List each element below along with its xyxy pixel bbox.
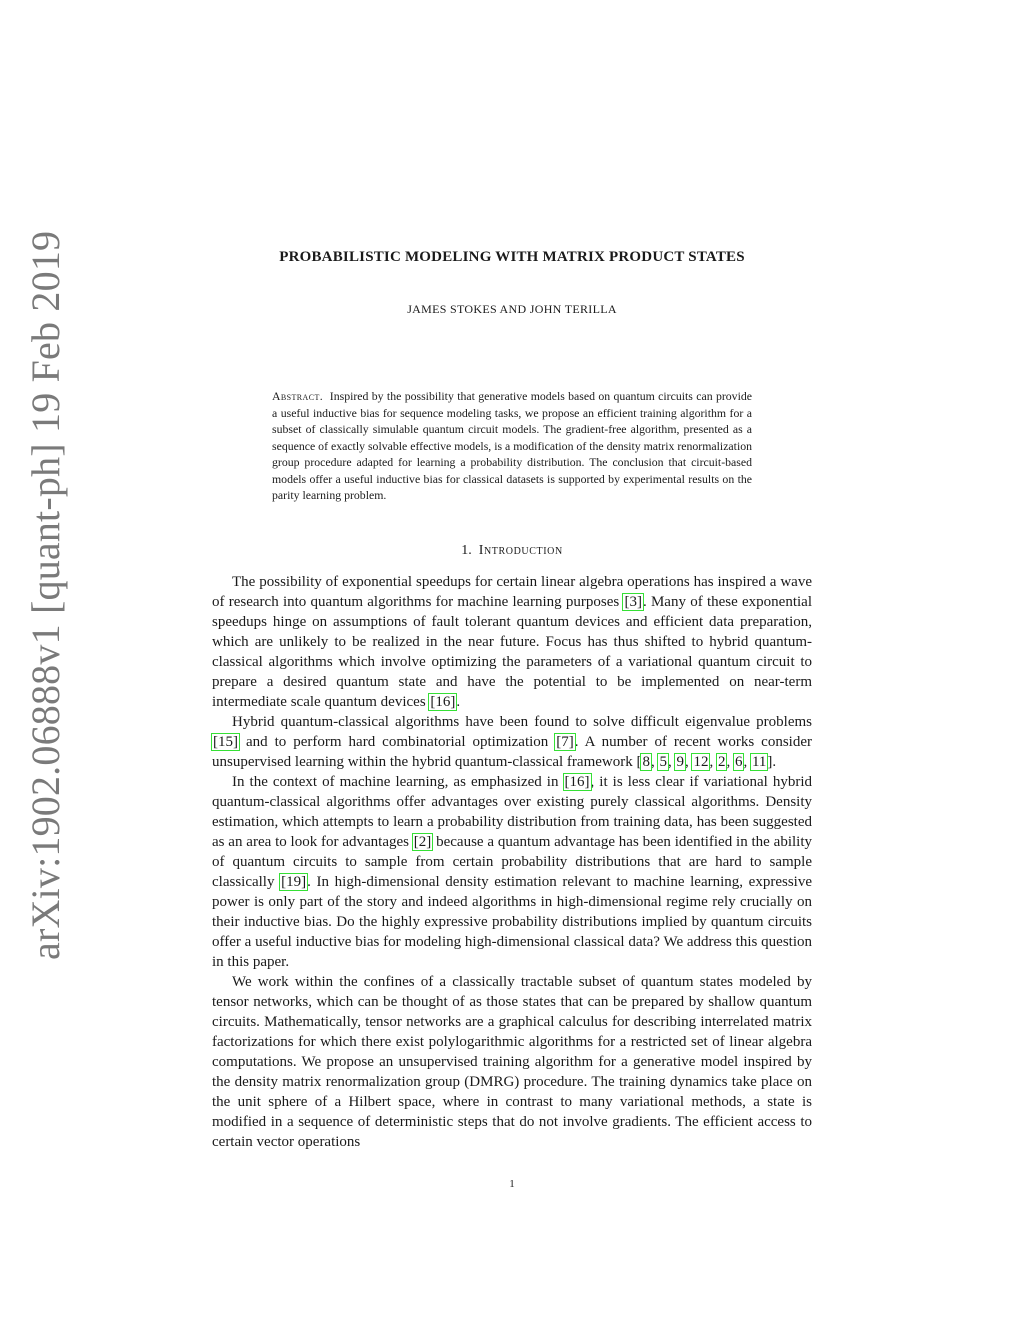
citation-separator: , <box>650 754 659 770</box>
citation-link[interactable]: [3] <box>624 594 642 610</box>
section-number: 1. <box>461 543 472 558</box>
paragraph-2 <box>212 712 812 772</box>
paragraph-4: We work within the confines of a classically tractable subset of quantum states modeled by tensor networks, which can be thought of as those states that can be prepared by shallow quantum circuits. Mathematically, tensor networks are a graphical calculus for describing interrelated matrix factorizations for which there exist polylogarithmic algorithms for a restricted set of linear algebra computations. We propose an unsupervised training algorithm for a generative model inspired by the density matrix renormalization group (DMRG) procedure. The training dynamics take place on the unit sphere of a Hilbert space, where in contrast to many variational methods, a state is modified in a sequence of deterministic steps that do not involve gradients. The efficient access to certain vector operations <box>212 974 812 1150</box>
paragraph-text: The possibility of exponential speedups for certain linear algebra operations has inspired a wave of research into quantum algorithms for machine learning purposes <box>212 574 812 610</box>
paragraph-text: In the context of machine learning, as emphasized in <box>232 774 564 790</box>
section-heading <box>212 543 812 559</box>
citation-link[interactable]: [2] <box>413 834 432 850</box>
paragraph-text: Hybrid quantum-classical algorithms have been found to solve difficult eigenvalue problems <box>232 714 812 730</box>
citation-link[interactable]: 8 <box>642 754 650 770</box>
arxiv-identifier-stamp: arXiv:1902.06888v1 [quant-ph] 19 Feb 2019 <box>23 230 68 960</box>
paper-authors: JAMES STOKES AND JOHN TERILLA <box>407 302 617 316</box>
citation-link[interactable]: [16] <box>430 694 456 710</box>
paragraph-text: and to perform hard combinatorial optimization <box>239 734 556 750</box>
paragraph-text: . Many of these exponential speedups hinge on assumptions of fault tolerant quantum devices and efficient data preparation, which are unlikely to be realized in the near future. Focus has thus shifted to hybrid quantum-classical algorithms which involve optimizing the parameters of a variational quantum circuit to prepare a desired quantum state and have the potential to be implemented on near-term intermediate scale quantum devices <box>212 594 812 710</box>
citation-link[interactable]: 5 <box>659 754 667 770</box>
paragraph-3 <box>212 772 812 972</box>
paragraph-text: ]. <box>767 754 777 770</box>
citation-link[interactable]: [15] <box>213 734 238 750</box>
citation-link[interactable]: [7] <box>556 734 574 750</box>
citation-link[interactable]: 11 <box>751 754 767 770</box>
citation-link[interactable]: [19] <box>281 874 307 890</box>
citation-separator: , <box>684 754 693 770</box>
page-number: 1 <box>509 1178 515 1190</box>
citation-separator: , <box>726 754 734 770</box>
section-title: Introduction <box>478 543 563 558</box>
body-text <box>212 572 812 1152</box>
abstract <box>272 388 752 504</box>
citation-link[interactable]: 6 <box>734 754 743 770</box>
paragraph-text: , it is less clear if variational hybrid quantum-classical algorithms offer advantages over existing purely classical algorithms. Density estimation, which attempts to learn a probability distribution from training data, has been suggested as an area to look for advantages <box>212 774 812 850</box>
paragraph-1 <box>212 572 812 712</box>
citation-separator: , <box>709 754 717 770</box>
citation-link[interactable]: 2 <box>717 754 726 770</box>
paragraph-text: . <box>456 694 461 710</box>
paragraph-text: . In high-dimensional density estimation relevant to machine learning, expressive power is only part of the story and indeed algorithms in high-dimensional regime rely crucially on their inductive bias. Do the highly expressive probability distributions implied by quantum circuits offer a useful inductive bias for modeling high-dimensional classical data? We address this question in this paper. <box>212 874 812 970</box>
paragraph-text: . A number of recent works consider unsupervised learning within the hybrid quantum-classical framework [ <box>212 734 812 770</box>
abstract-text: Inspired by the possibility that generative models based on quantum circuits can provide a useful inductive bias for sequence modeling tasks, we propose an efficient training algorithm for a subset of classically simulable quantum circuit models. The gradient-free algorithm, presented as a sequence of exactly solvable effective models, is a modification of the density matrix renormalization group procedure adapted for learning a probability distribution. The conclusion that circuit-based models offer a useful inductive bias for classical datasets is supported by experimental results on the parity learning problem. <box>272 389 753 502</box>
citation-link[interactable]: 9 <box>676 754 684 770</box>
paper-title: PROBABILISTIC MODELING WITH MATRIX PRODUCT STATES <box>279 249 745 265</box>
abstract-label: Abstract. <box>272 389 324 403</box>
citation-link[interactable]: 12 <box>693 754 709 770</box>
citation-separator: , <box>743 754 751 770</box>
citation-separator: , <box>667 754 676 770</box>
paragraph-text: because a quantum advantage has been identified in the ability of quantum circuits to sample from certain probability distributions that are hard to sample classically <box>212 834 812 890</box>
citation-link[interactable]: [16] <box>564 774 590 790</box>
